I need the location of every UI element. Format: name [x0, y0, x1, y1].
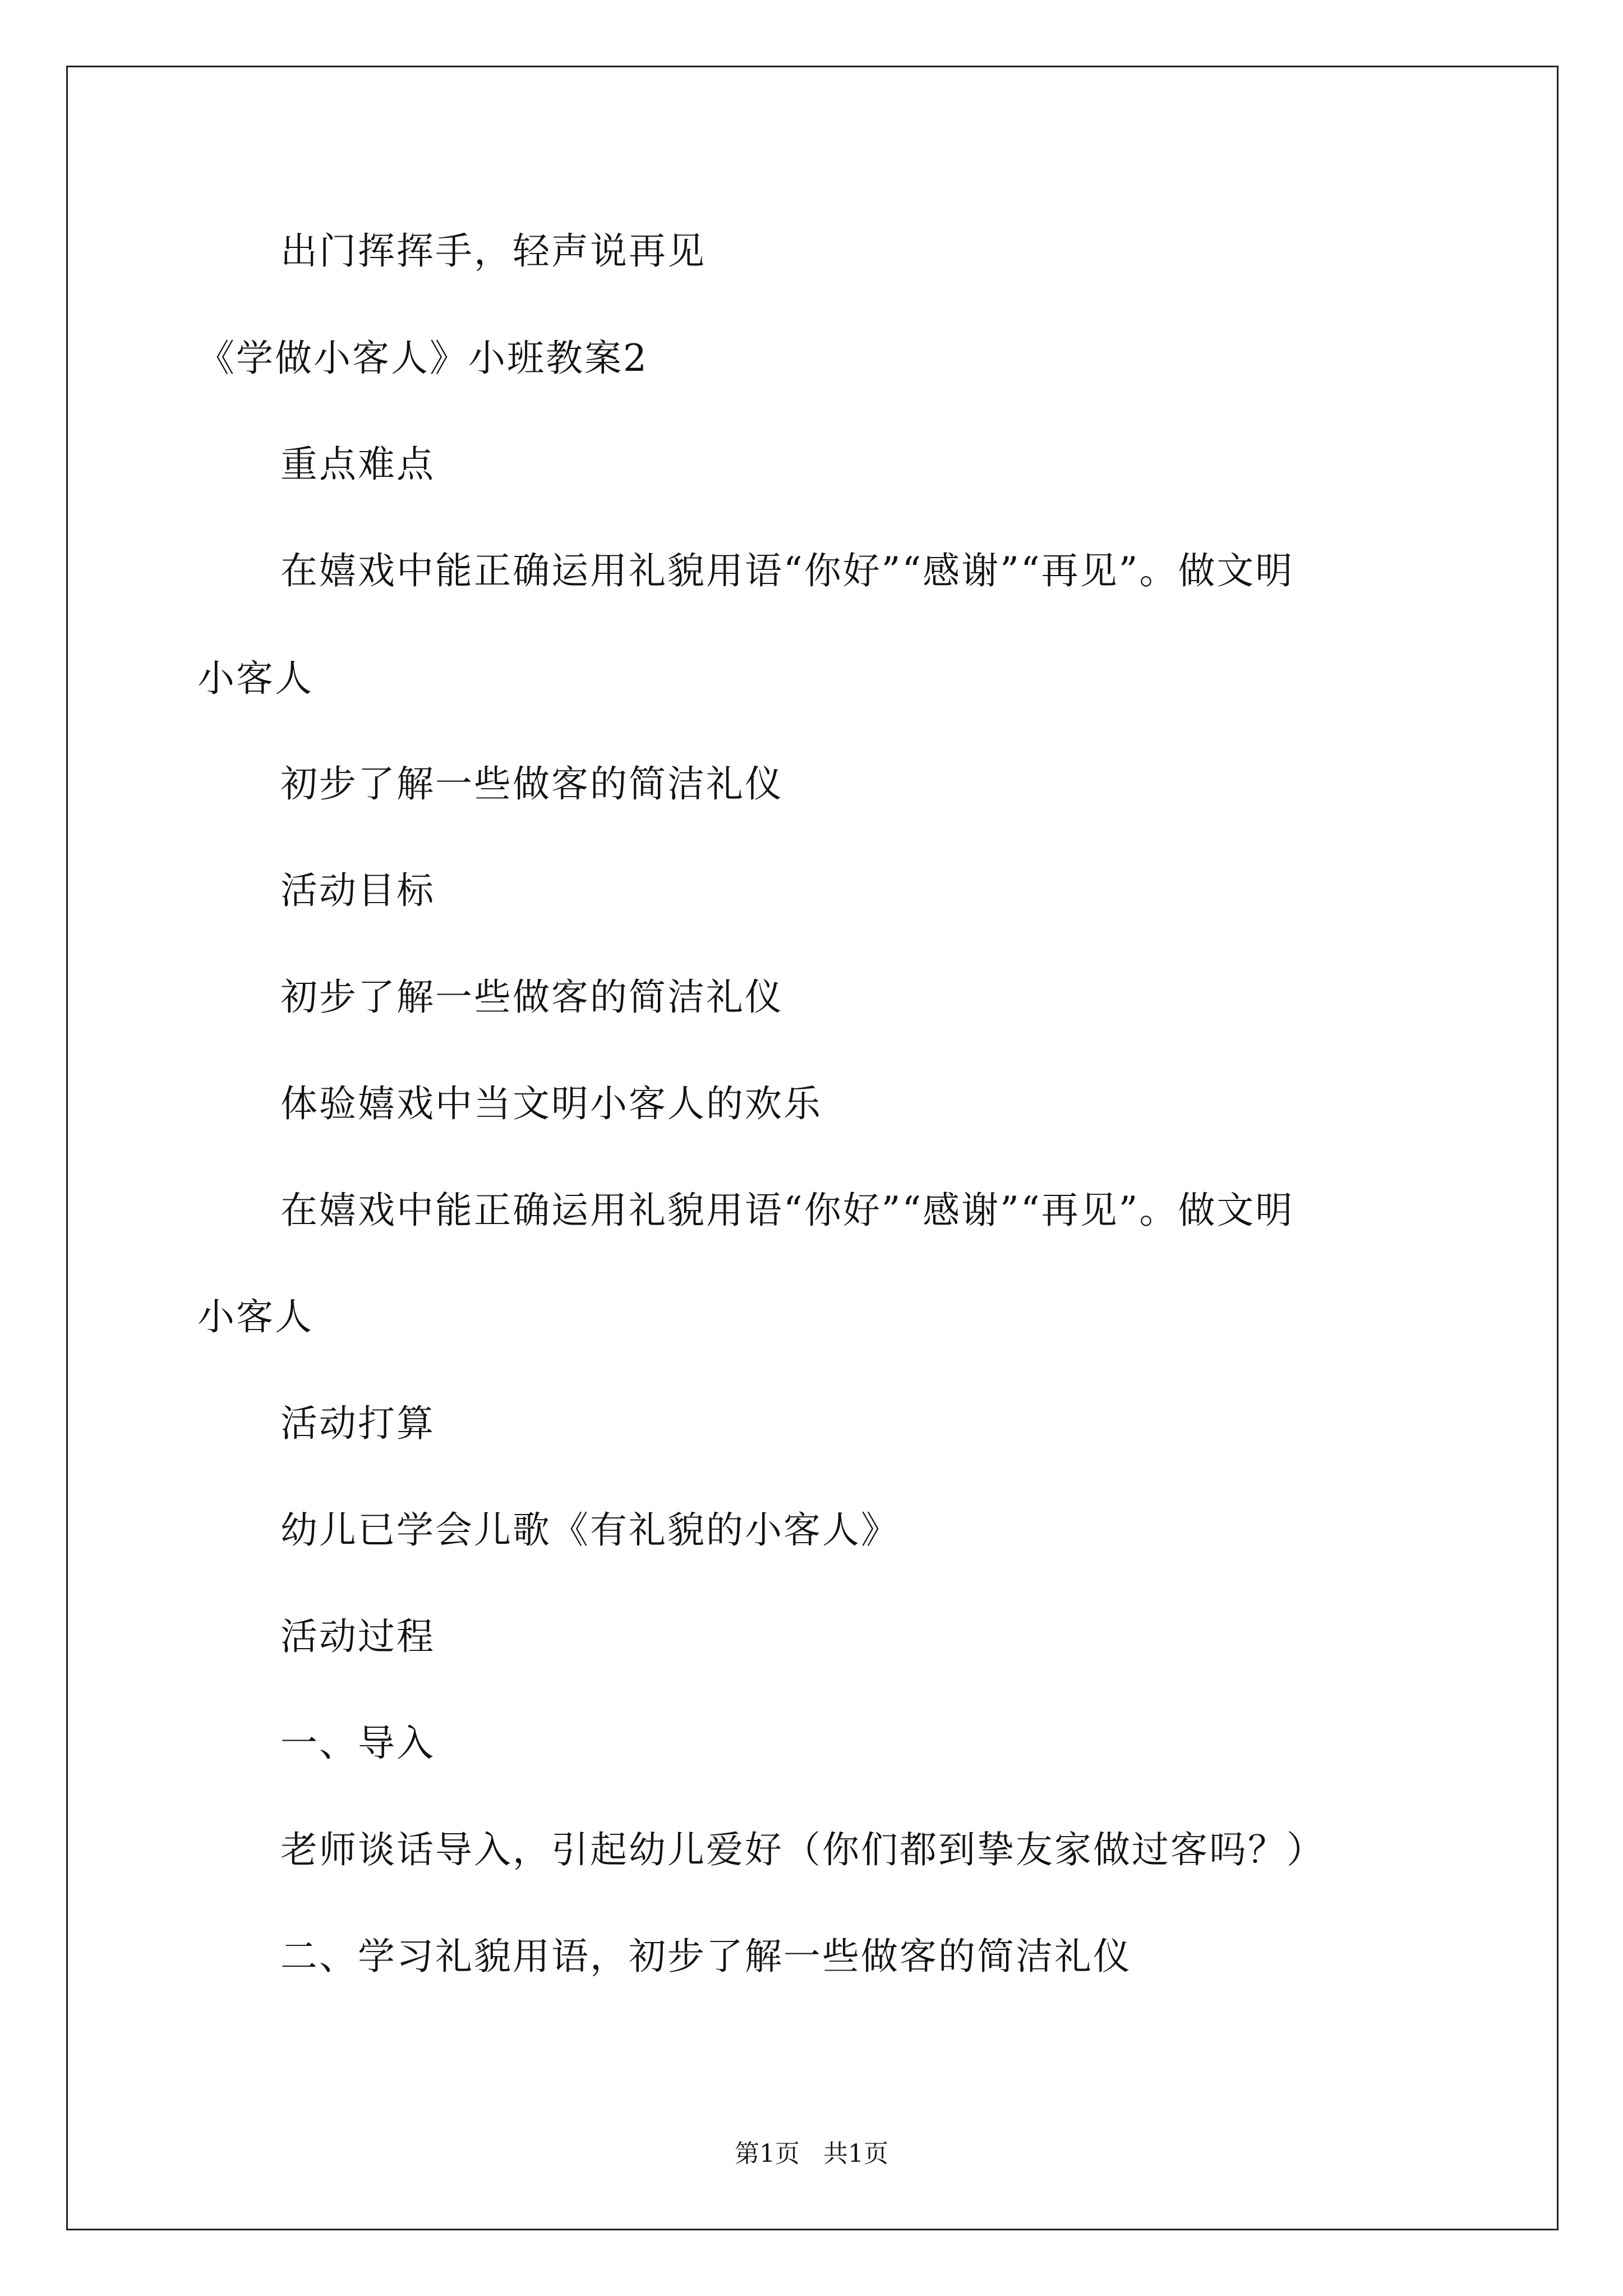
text-line-continuation: 小客人 [197, 1295, 313, 1338]
text-line: 老师谈话导入，引起幼儿爱好（你们都到挚友家做过客吗？） [280, 1828, 1325, 1871]
text-line: 在嬉戏中能正确运用礼貌用语“你好”“感谢”“再见”。做文明 [280, 549, 1294, 592]
text-line: 在嬉戏中能正确运用礼貌用语“你好”“感谢”“再见”。做文明 [280, 1189, 1294, 1232]
text-line: 活动目标 [280, 869, 435, 912]
text-line: 二、学习礼貌用语，初步了解一些做客的简洁礼仪 [280, 1935, 1132, 1978]
page-footer: 第1页 共1页 [735, 2139, 888, 2168]
text-line: 幼儿已学会儿歌《有礼貌的小客人》 [280, 1508, 900, 1552]
text-line: 活动过程 [280, 1615, 435, 1658]
text-line: 出门挥挥手，轻声说再见 [280, 229, 706, 273]
text-line: 一、导入 [280, 1722, 435, 1765]
text-line: 体验嬉戏中当文明小客人的欢乐 [280, 1082, 822, 1125]
text-line: 初步了解一些做客的简洁礼仪 [280, 976, 783, 1019]
text-line: 活动打算 [280, 1402, 435, 1445]
section-title: 《学做小客人》小班教案2 [197, 337, 648, 380]
text-line-continuation: 小客人 [197, 657, 313, 700]
text-line: 初步了解一些做客的简洁礼仪 [280, 762, 783, 806]
text-line: 重点难点 [280, 443, 435, 486]
